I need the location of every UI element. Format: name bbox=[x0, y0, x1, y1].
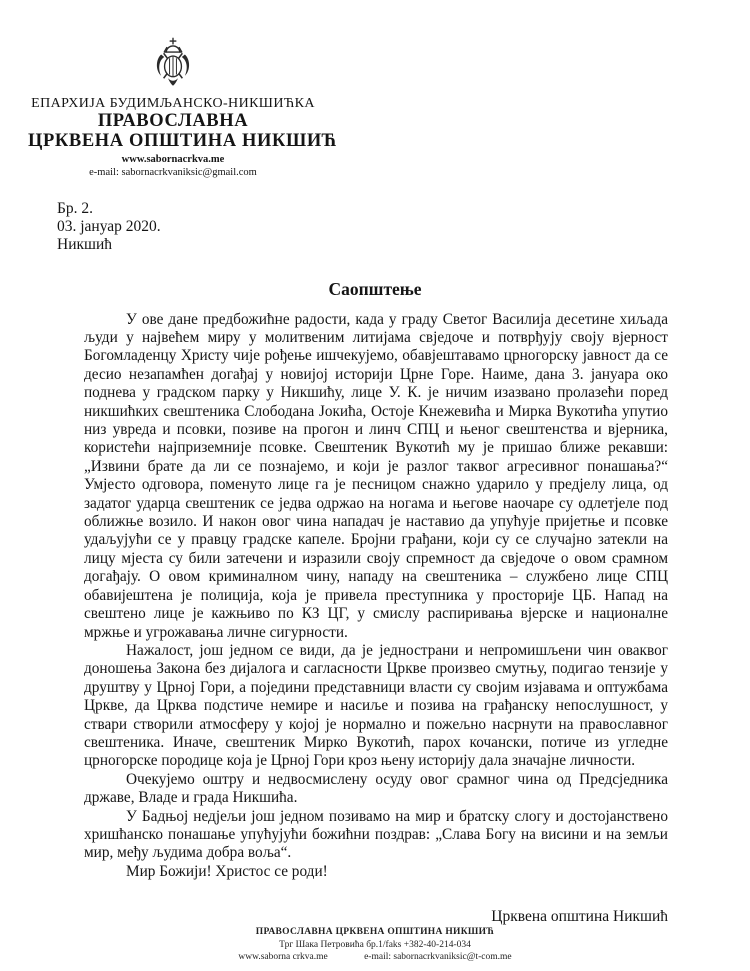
document-body bbox=[84, 311, 668, 882]
footer-org-name: ПРАВОСЛАВНА ЦРКВЕНА ОПШТИНА НИКШИЋ bbox=[255, 927, 495, 938]
body-paragraph: Нажалост, још једном се види, да је једнострани и непромишљени чин оваквог доношења Закона без дијалога и сагласности Цркве произвео смутњу, подигао тензије у друштву у Црној Гори, а поједини представници власти су својим изјавама и оптужбама Цркве, да Црква подстиче немире и насиље и позива на грађанску непослушност, у ствари створили атмосферу у којој је нормално и пожељно насрнути на православног свештеника. Иначе, свештеник Мирко Вукотић, парох кочански, потиче из угледне црногорске породице која је Црној Гори кроз њену историју дала значајне личности. bbox=[84, 641, 668, 770]
header-website: www.sabornacrkva.me bbox=[121, 154, 225, 165]
body-paragraph: Очекујемо оштру и недвосмислену осуду овог срамног чина од Предсједника државе, Владе и града Никшића. bbox=[84, 770, 668, 807]
footer bbox=[0, 926, 750, 963]
emblem-wrap bbox=[28, 36, 318, 92]
footer-contacts bbox=[0, 951, 750, 963]
coat-of-arms-icon bbox=[153, 36, 193, 93]
org-name-line2: ЦРКВЕНА ОПШТИНА НИКШИЋ bbox=[28, 130, 338, 151]
footer-address: Трг Шака Петровића бр.1/faks +382-40-214-034 bbox=[279, 939, 471, 950]
body-paragraph: У ове дане предбожићне радости, када у граду Светог Василија десетине хиљада људи у највећем миру у молитвеним литијама свједоче и потврђују своју вјерност Богомладенцу Христу чије рођење ишчекујемо, обавјештавамо црногорску јавност да се десио незапамћен догађај у новијој историји Црне Горе. Наиме, дана 3. јануара око поднева у градском парку у Никшићу, лице У. К. је ничим изазвано пролазећи поред никшићких свештеника Слободана Јокића, Остоје Кнежевића и Мирка Вукотића упутио низ увреда и псовки, позиве на прогон и линч СПЦ и њеног свештенства и вјерника, користећи најприземније псовке. Свештеник Вукотић му је пришао ближе рекавши: „Извини брате да ли се познајемо, и који је разлог таквог агресивног понашања?“ Умјесто одговора, поменуто лице га је песницом снажно ударило у предјелу лица, од задатог ударца свештеник се једва одржао на ногама и његове наочаре су одлетјеле под оближње возило. И након овог чина нападач је наставио да упућује пријетње и псовке удаљујући се у правцу градске капеле. Бројни грађани, који су се случајно затекли на лицу мјеста су били затечени и изразили своју спремност да свједоче о овом срамном догађају. О овом криминалном чину, нападу на свештеника – службено лице СПЦ обавијештена је полиција, која је привела преступника у просторије ЦБ. Напад на свештено лице је кажњиво по КЗ ЦГ, у смислу распиривања вјерске и националне мржње и угрожавања личне сигурности. bbox=[84, 310, 668, 641]
eparchy-name: ЕПАРХИЈА БУДИМЉАНСКО-НИКШИЋКА bbox=[31, 96, 315, 111]
signature: Црквена општина Никшић bbox=[491, 908, 668, 926]
doc-place: Никшић bbox=[57, 236, 112, 254]
doc-number: Бр. 2. bbox=[57, 200, 94, 217]
doc-date: 03. јануар 2020. bbox=[57, 218, 161, 236]
document-title: Саопштење bbox=[328, 278, 422, 299]
footer-website: www.saborna crkva.me bbox=[238, 951, 328, 962]
body-paragraph: У Бадњој недјељи још једном позивамо на мир и братску слогу и достојанствено хришћанско понашање упућујући божићни поздрав: „Слава Богу на висини и на земљи мир, међу људима добра воља“. bbox=[84, 807, 668, 862]
body-paragraph: Мир Божији! Христос се роди! bbox=[126, 862, 328, 880]
org-name-line1: ПРАВОСЛАВНА bbox=[97, 111, 249, 131]
reference-block bbox=[57, 200, 750, 255]
letterhead bbox=[28, 0, 338, 178]
footer-email: e-mail: sabornacrkvaniksic@t-com.me bbox=[364, 951, 512, 962]
header-email: e-mail: sabornacrkvaniksic@gmail.com bbox=[89, 166, 257, 178]
